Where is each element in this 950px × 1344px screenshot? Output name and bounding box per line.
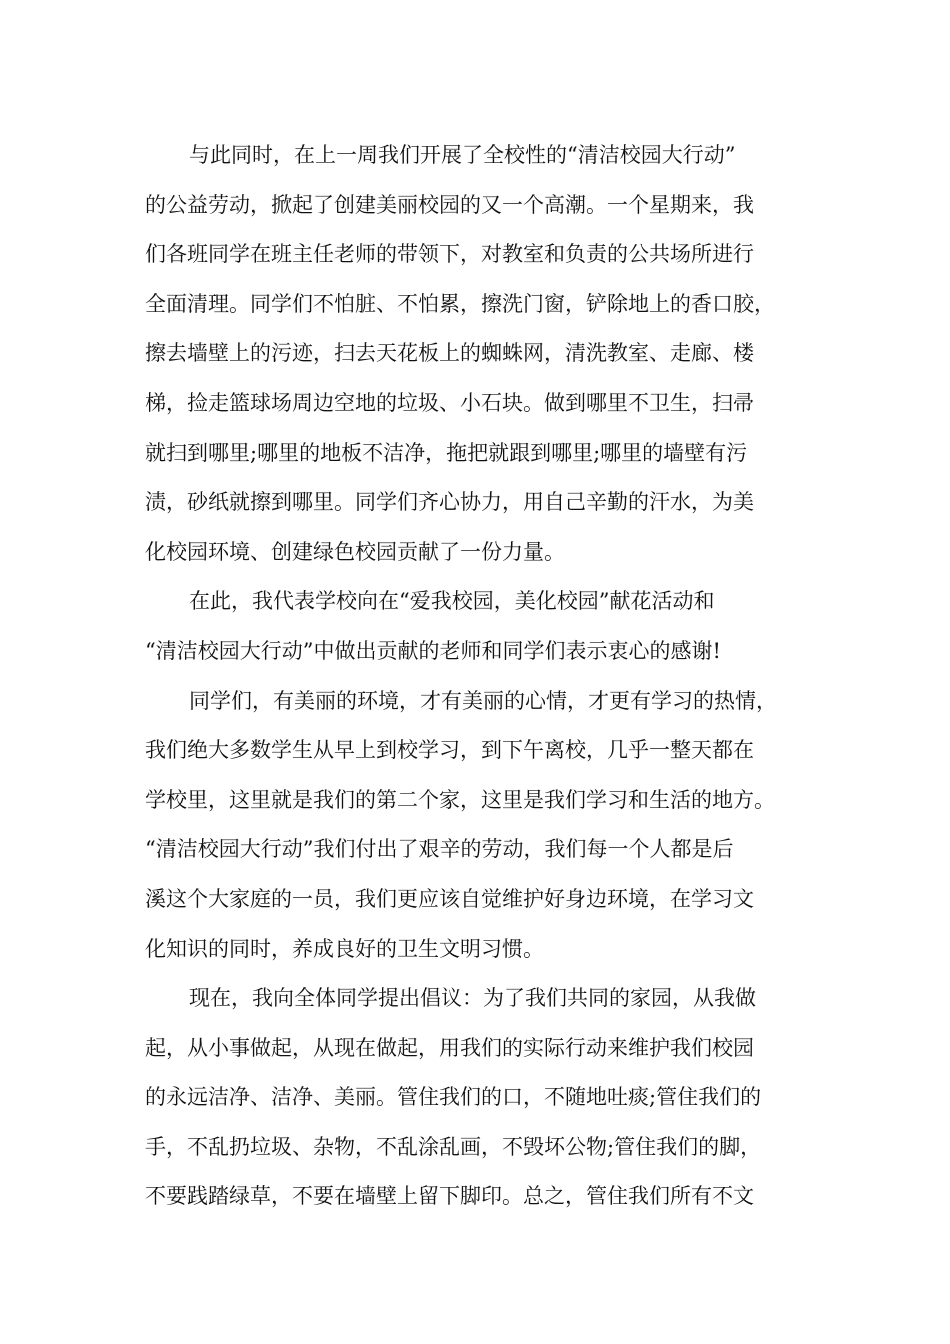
text-line: 擦去墙壁上的污迹，扫去天花板上的蜘蛛网，清洗教室、走廊、楼 — [145, 341, 754, 366]
document-body — [145, 131, 810, 1222]
text-line: 全面清理。同学们不怕脏、不怕累，擦洗门窗，铲除地上的香口胶， — [145, 291, 775, 316]
paragraph-4 — [145, 974, 810, 1222]
text-line: “清洁校园大行动”我们付出了艰辛的劳动，我们每一个人都是后 — [145, 837, 734, 862]
text-line: 的公益劳动，掀起了创建美丽校园的又一个高潮。一个星期来，我 — [145, 192, 754, 217]
text-line: 的永远洁净、洁净、美丽。管住我们的口，不随地吐痰;管住我们的 — [145, 1085, 762, 1110]
text-line: 就扫到哪里;哪里的地板不洁净，拖把就跟到哪里;哪里的墙壁有污 — [145, 440, 748, 465]
text-line: 现在，我向全体同学提出倡议：为了我们共同的家园，从我做 — [189, 986, 756, 1011]
text-line: 手，不乱扔垃圾、杂物，不乱涂乱画，不毁坏公物;管住我们的脚， — [145, 1134, 762, 1159]
paragraph-1 — [145, 131, 810, 577]
text-line: 我们绝大多数学生从早上到校学习，到下午离校，几乎一整天都在 — [145, 738, 754, 763]
text-line: 梯，捡走篮球场周边空地的垃圾、小石块。做到哪里不卫生，扫帚 — [145, 390, 754, 415]
text-line: 起，从小事做起，从现在做起，用我们的实际行动来维护我们校园 — [145, 1035, 754, 1060]
text-line: 与此同时，在上一周我们开展了全校性的“清洁校园大行动” — [189, 143, 736, 167]
paragraph-2 — [145, 577, 810, 676]
text-line: 不要践踏绿草，不要在墙壁上留下脚印。总之，管住我们所有不文 — [145, 1184, 754, 1209]
text-line: “清洁校园大行动”中做出贡献的老师和同学们表示衷心的感谢! — [145, 638, 721, 663]
text-line: 渍，砂纸就擦到哪里。同学们齐心协力，用自己辛勤的汗水，为美 — [145, 490, 754, 515]
paragraph-3 — [145, 677, 810, 975]
text-line: 在此，我代表学校向在“爱我校园，美化校园”献花活动和 — [189, 589, 715, 614]
text-line: 同学们，有美丽的环境，才有美丽的心情，才更有学习的热情， — [189, 688, 777, 713]
text-line: 学校里，这里就是我们的第二个家，这里是我们学习和生活的地方。 — [145, 787, 775, 812]
text-line: 溪这个大家庭的一员，我们更应该自觉维护好身边环境，在学习文 — [145, 886, 754, 911]
text-line: 化校园环境、创建绿色校园贡献了一份力量。 — [145, 539, 565, 564]
text-line: 化知识的同时，养成良好的卫生文明习惯。 — [145, 936, 544, 961]
text-line: 们各班同学在班主任老师的带领下，对教室和负责的公共场所进行 — [145, 242, 754, 267]
